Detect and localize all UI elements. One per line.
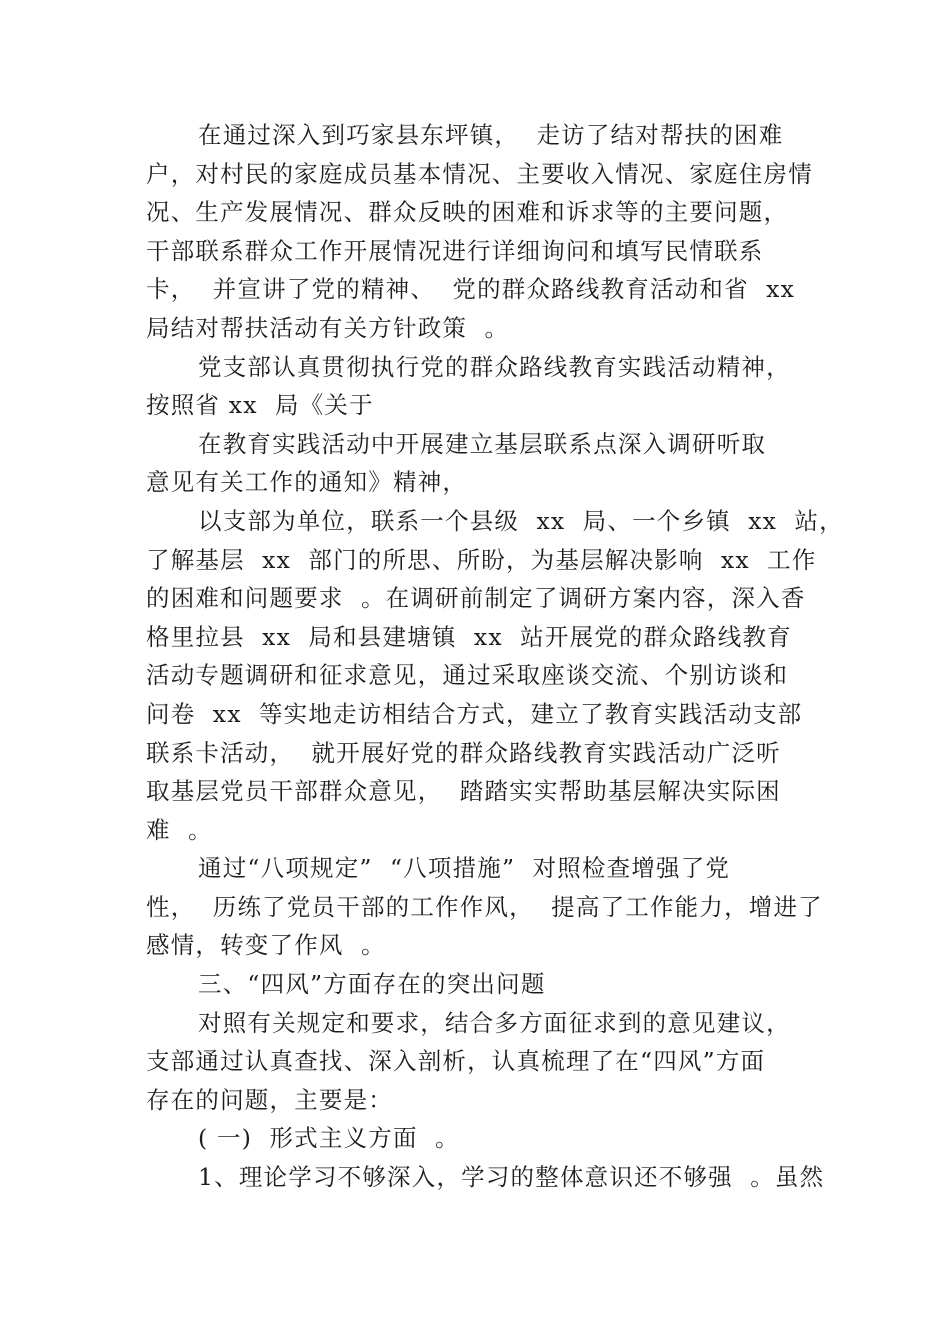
text-line: 感情，转变了作风 。 bbox=[146, 931, 386, 960]
text-line: 在通过深入到巧家县东坪镇， 走访了结对帮扶的困难 bbox=[198, 121, 784, 149]
text-line: 按照省 xx 局《关于 bbox=[146, 391, 374, 420]
text-line: 支部通过认真查找、深入剖析，认真梳理了在“四风”方面 bbox=[146, 1047, 766, 1076]
text-line: 对照有关规定和要求，结合多方面征求到的意见建议， bbox=[198, 1008, 791, 1037]
text-line: 联系卡活动， 就开展好党的群众路线教育实践活动广泛听 bbox=[146, 738, 781, 767]
text-line: 的困难和问题要求 。在调研前制定了调研方案内容，深入香 bbox=[146, 584, 806, 613]
text-line: 格里拉县 xx 局和县建塘镇 xx 站开展党的群众路线教育 bbox=[146, 622, 792, 651]
text-line: 1、理论学习不够深入，学习的整体意识还不够强 。虽然 bbox=[198, 1163, 825, 1192]
text-line: 况、生产发展情况、群众反映的困难和诉求等的主要问题， bbox=[146, 198, 789, 227]
document-body bbox=[146, 116, 844, 1197]
text-line: 取基层党员干部群众意见， 踏踏实实帮助基层解决实际困 bbox=[146, 777, 781, 806]
text-line: 难 。 bbox=[146, 815, 213, 844]
text-line: 存在的问题，主要是： bbox=[146, 1085, 393, 1114]
text-line: 了解基层 xx 部门的所思、所盼，为基层解决影响 xx 工作 bbox=[146, 545, 817, 574]
text-line: 干部联系群众工作开展情况进行详细询问和填写民情联系 bbox=[146, 236, 764, 265]
text-line: 在教育实践活动中开展建立基层联系点深入调研听取 bbox=[198, 429, 767, 458]
text-line: 问卷 xx 等实地走访相结合方式，建立了教育实践活动支部 bbox=[146, 699, 803, 728]
text-line: ( 一) 形式主义方面 。 bbox=[198, 1124, 460, 1153]
text-line: 意见有关工作的通知》精神， bbox=[146, 468, 468, 497]
text-line: 卡， 并宣讲了党的精神、 党的群众路线教育活动和省 xx bbox=[146, 275, 796, 304]
text-line: 局结对帮扶活动有关方针政策 。 bbox=[146, 313, 510, 342]
text-line: 活动专题调研和征求意见，通过采取座谈交流、个别访谈和 bbox=[146, 661, 789, 690]
text-line: 以支部为单位，联系一个县级 xx 局、一个乡镇 xx 站， bbox=[198, 506, 844, 535]
text-line: 党支部认真贯彻执行党的群众路线教育实践活动精神， bbox=[198, 352, 791, 381]
text-line: 户，对村民的家庭成员基本情况、主要收入情况、家庭住房情 bbox=[146, 159, 813, 188]
text-line: 通过“八项规定” “八项措施” 对照检查增强了党 bbox=[198, 854, 731, 883]
text-line: 三、“四风”方面存在的突出问题 bbox=[198, 970, 546, 999]
text-line: 性， 历练了党员干部的工作作风， 提高了工作能力，增进了 bbox=[146, 892, 823, 921]
